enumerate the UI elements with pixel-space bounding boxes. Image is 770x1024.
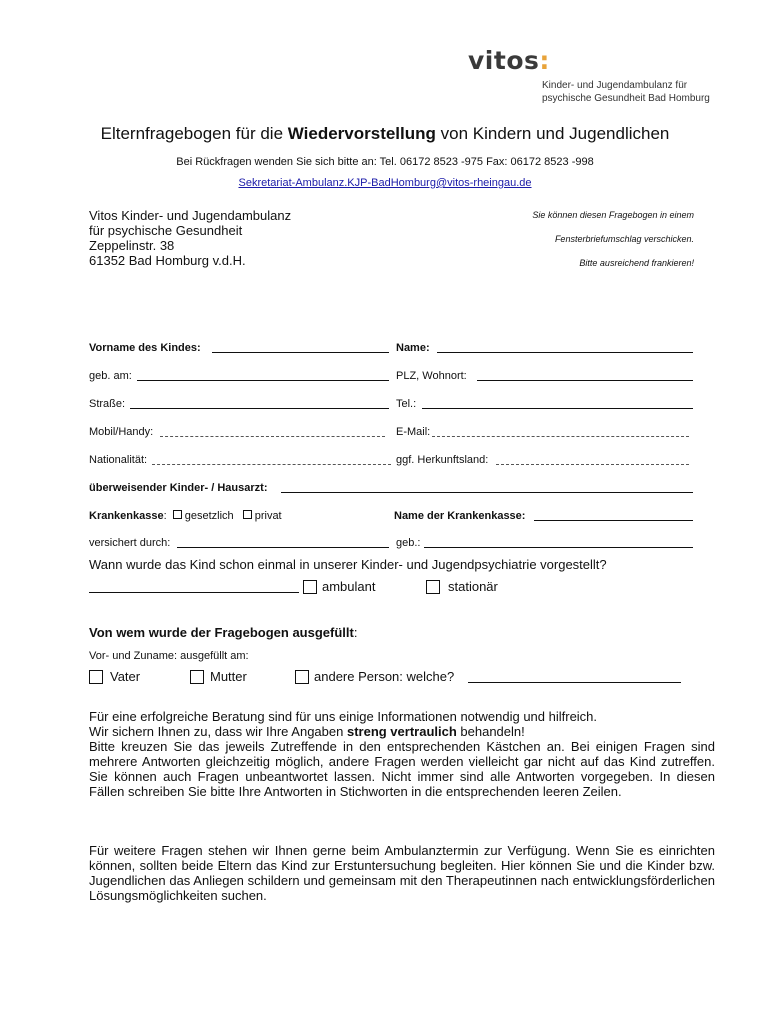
label-privat: privat [254, 510, 282, 522]
info-line2-pre: Wir sichern Ihnen zu, dass wir Ihre Angaben [89, 724, 347, 739]
checkbox-privat[interactable] [243, 510, 252, 519]
email-input[interactable] [432, 436, 689, 437]
label-andere: andere Person: welche? [314, 669, 455, 684]
nationalitaet-input[interactable] [152, 464, 391, 465]
logo-wordmark: vitos [468, 46, 540, 75]
mail-note-line1: Sie können diesen Fragebogen in einem [532, 210, 694, 220]
label-vorname: Vorname des Kindes: [89, 342, 201, 354]
krankenkasse-colon: : [163, 510, 167, 522]
ausgefuellt-heading [89, 625, 357, 640]
logo-subtitle [542, 79, 710, 105]
logo-colon: : [539, 46, 550, 75]
label-geb: geb. am: [89, 370, 132, 382]
label-kk-name: Name der Krankenkasse: [394, 510, 526, 522]
label-email: E-Mail: [396, 426, 431, 438]
label-geb2: geb.: [396, 537, 421, 549]
address-block [89, 208, 291, 268]
label-strasse: Straße: [89, 398, 126, 410]
name-input[interactable] [437, 352, 693, 353]
label-stationaer: stationär [448, 579, 498, 594]
checkbox-mutter[interactable] [190, 670, 204, 684]
address-line4: 61352 Bad Homburg v.d.H. [89, 253, 246, 268]
vorstellung-date-input[interactable] [89, 592, 299, 593]
info-paragraph [89, 709, 715, 799]
kk-name-input[interactable] [534, 520, 693, 521]
logo-subtitle-line1: Kinder- und Jugendambulanz für [542, 80, 688, 91]
ausgefuellt-heading-colon: : [353, 625, 358, 640]
title-part1: Elternfragebogen für die [100, 124, 288, 143]
label-hausarzt: überweisender Kinder- / Hausarzt: [89, 482, 268, 494]
label-nationalitaet: Nationalität: [89, 454, 148, 466]
info-instructions: Bitte kreuzen Sie das jeweils Zutreffende in den entsprechenden Kästchen an. Bei einigen Fragen sind mehrere Antworten gleichzeitig möglich, andere Fragen werden vielleicht gar nicht auf das Kind zutreffen. Sie können auch Fragen unbeantwortet lassen. Nicht immer sind alle Antworten vorgegeben. In diesen Fällen schreiben Sie bitte Ihre Antworten in Stichworten in die entsprechenden leeren Zeilen. [89, 739, 715, 799]
vitos-logo [468, 46, 550, 75]
title-part2: von Kindern und Jugendlichen [435, 124, 670, 143]
label-mutter: Mutter [210, 669, 247, 684]
contact-phone-line: Bei Rückfragen wenden Sie sich bitte an: Tel. 06172 8523 -975 Fax: 06172 8523 -998 [176, 156, 594, 168]
info-line1: Für eine erfolgreiche Beratung sind für uns einige Informationen notwendig und hilfreich. [89, 709, 598, 724]
geb-input[interactable] [137, 380, 389, 381]
mobil-input[interactable] [160, 436, 385, 437]
versichert-input[interactable] [177, 547, 389, 548]
info-line2-post: behandeln! [456, 724, 525, 739]
label-gesetzlich: gesetzlich [184, 510, 234, 522]
address-line2: für psychische Gesundheit [89, 223, 243, 238]
address-line3: Zeppelinstr. 38 [89, 238, 175, 253]
herkunft-input[interactable] [496, 464, 689, 465]
label-krankenkasse: Krankenkasse [89, 510, 164, 522]
info-line2 [89, 724, 715, 739]
andere-person-input[interactable] [468, 682, 681, 683]
info-line2-bold: streng vertraulich [346, 724, 457, 739]
label-mobil: Mobil/Handy: [89, 426, 154, 438]
address-line1: Vitos Kinder- und Jugendambulanz [89, 208, 292, 223]
mail-note-line3: Bitte ausreichend frankieren! [579, 258, 694, 268]
label-herkunft: ggf. Herkunftsland: [396, 454, 489, 466]
ausgefuellt-sub: Vor- und Zuname: ausgefüllt am: [89, 650, 249, 662]
title-bold: Wiedervorstellung [287, 124, 436, 143]
mail-note [434, 210, 694, 268]
tel-input[interactable] [422, 408, 693, 409]
checkbox-andere[interactable] [295, 670, 309, 684]
contact-email-link[interactable]: Sekretariat-Ambulanz.KJP-BadHomburg@vitos-rheingau.de [238, 177, 532, 189]
logo-subtitle-line2: psychische Gesundheit Bad Homburg [542, 93, 710, 104]
strasse-input[interactable] [130, 408, 389, 409]
closing-paragraph: Für weitere Fragen stehen wir Ihnen gerne beim Ambulanztermin zur Verfügung. Wenn Sie es einrichten können, sollten beide Eltern das Kind zur Erstuntersuchung begleiten. Hier können Sie und die Kinder bzw. Jugendlichen das Anliegen schildern und gemeinsam mit den Therapeutinnen nach entwicklungsförderlichen Lösungsmöglichkeiten suchen. [89, 843, 715, 903]
label-tel: Tel.: [396, 398, 417, 410]
hausarzt-input[interactable] [281, 492, 693, 493]
krankenkasse-row [89, 510, 282, 522]
plz-input[interactable] [477, 380, 693, 381]
ausgefuellt-heading-text: Von wem wurde der Fragebogen ausgefüllt [89, 625, 354, 640]
geb2-input[interactable] [424, 547, 693, 548]
checkbox-stationaer[interactable] [426, 580, 440, 594]
vorname-input[interactable] [212, 352, 389, 353]
label-vater: Vater [110, 669, 141, 684]
mail-note-line2: Fensterbriefumschlag verschicken. [554, 234, 694, 244]
checkbox-ambulant[interactable] [303, 580, 317, 594]
label-plz: PLZ, Wohnort: [396, 370, 467, 382]
page-title [0, 124, 770, 144]
checkbox-vater[interactable] [89, 670, 103, 684]
label-ambulant: ambulant [322, 579, 376, 594]
question-vorstellung: Wann wurde das Kind schon einmal in unserer Kinder- und Jugendpsychiatrie vorgestellt? [89, 557, 607, 572]
label-name: Name: [396, 342, 430, 354]
checkbox-gesetzlich[interactable] [173, 510, 182, 519]
label-versichert: versichert durch: [89, 537, 171, 549]
